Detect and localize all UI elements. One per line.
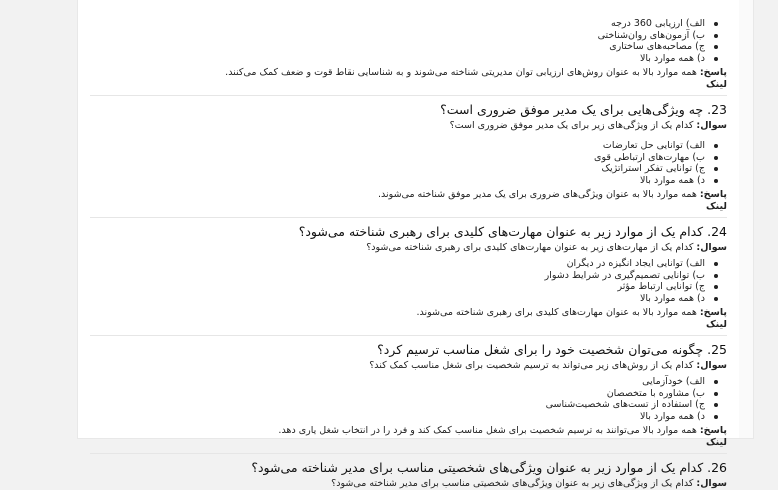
answer-label: پاسخ: xyxy=(699,67,727,78)
question-text: کدام یک از مهارت‌های زیر به عنوان مهارت‌های کلیدی برای رهبری شناخته می‌شود؟ xyxy=(366,242,694,253)
option-item: د) همه موارد بالا xyxy=(90,411,705,423)
question-text: کدام یک از ویژگی‌های زیر برای یک مدیر موفق ضروری است؟ xyxy=(449,120,694,131)
answer-text: همه موارد بالا به عنوان مهارت‌های کلیدی برای رهبری شناخته می‌شوند. xyxy=(416,307,697,318)
question-title: 25. چگونه می‌توان شخصیت خود را برای شغل مناسب ترسیم کرد؟ xyxy=(377,342,727,357)
option-item: الف) توانایی ایجاد انگیزه در دیگران xyxy=(90,258,705,270)
answer-line xyxy=(90,67,727,79)
question-title: 23. چه ویژگی‌هایی برای یک مدیر موفق ضروری است؟ xyxy=(440,102,727,117)
option-list xyxy=(90,140,727,186)
question-line xyxy=(90,242,727,254)
option-item: د) همه موارد بالا xyxy=(90,175,705,187)
question-label: سوال: xyxy=(696,242,727,253)
option-item: د) همه موارد بالا xyxy=(90,53,705,65)
option-item: الف) توانایی حل تعارضات xyxy=(90,140,705,152)
divider xyxy=(90,335,727,336)
divider xyxy=(90,95,727,96)
answer-link[interactable]: لینک xyxy=(705,437,727,448)
question-text: کدام یک از روش‌های زیر می‌تواند به ترسیم شخصیت برای شغل مناسب کمک کند؟ xyxy=(369,360,694,371)
question-line xyxy=(90,478,727,490)
question-label: سوال: xyxy=(696,478,727,489)
answer-label: پاسخ: xyxy=(699,425,727,436)
answer-link[interactable]: لینک xyxy=(705,201,727,212)
answer-line xyxy=(90,425,727,437)
option-item: ج) توانایی تفکر استراتژیک xyxy=(90,163,705,175)
option-list xyxy=(90,18,727,64)
document-page xyxy=(78,0,753,489)
question-line xyxy=(90,120,727,132)
option-item: ج) توانایی ارتباط مؤثر xyxy=(90,281,705,293)
option-item: ب) مهارت‌های ارتباطی قوی xyxy=(90,152,705,164)
question-title: 26. کدام یک از موارد زیر به عنوان ویژگی‌های شخصیتی مناسب برای مدیر شناخته می‌شود؟ xyxy=(251,460,727,475)
option-item: ج) استفاده از تست‌های شخصیت‌شناسی xyxy=(90,399,705,411)
answer-line xyxy=(90,189,727,201)
question-block xyxy=(90,224,727,331)
question-block xyxy=(90,460,727,490)
divider xyxy=(90,217,727,218)
answer-text: همه موارد بالا می‌توانند به ترسیم شخصیت برای شغل مناسب کمک کند و فرد را در انتخاب شغل یاری دهد. xyxy=(278,425,697,436)
question-block xyxy=(90,102,727,213)
question-label: سوال: xyxy=(696,120,727,131)
answer-label: پاسخ: xyxy=(699,307,727,318)
option-item: الف) ارزیابی 360 درجه xyxy=(90,18,705,30)
answer-link[interactable]: لینک xyxy=(705,319,727,330)
divider xyxy=(90,453,727,454)
answer-link[interactable]: لینک xyxy=(705,79,727,90)
question-block xyxy=(90,342,727,449)
option-item: الف) خودآزمایی xyxy=(90,376,705,388)
answer-text: همه موارد بالا به عنوان روش‌های ارزیابی توان مدیریتی شناخته می‌شوند و به شناسایی نقاط قوت و ضعف کمک می‌کنند. xyxy=(225,67,697,78)
question-text: کدام یک از ویژگی‌های زیر به عنوان ویژگی‌های شخصیتی مناسب برای مدیر شناخته می‌شود؟ xyxy=(331,478,694,489)
question-title: 24. کدام یک از موارد زیر به عنوان مهارت‌های کلیدی برای رهبری شناخته می‌شود؟ xyxy=(298,224,727,239)
answer-text: همه موارد بالا به عنوان ویژگی‌های ضروری برای یک مدیر موفق شناخته می‌شوند. xyxy=(378,189,697,200)
option-list xyxy=(90,376,727,422)
answer-line xyxy=(90,307,727,319)
question-label: سوال: xyxy=(696,360,727,371)
option-item: ج) مصاحبه‌های ساختاری xyxy=(90,41,705,53)
option-item: د) همه موارد بالا xyxy=(90,293,705,305)
option-list xyxy=(90,258,727,304)
option-item: ب) توانایی تصمیم‌گیری در شرایط دشوار xyxy=(90,270,705,282)
option-item: ب) مشاوره با متخصصان xyxy=(90,388,705,400)
answer-label: پاسخ: xyxy=(699,189,727,200)
option-item: ب) آزمون‌های روان‌شناختی xyxy=(90,30,705,42)
document-content xyxy=(78,18,753,490)
scrollbar[interactable] xyxy=(739,0,753,438)
question-line xyxy=(90,360,727,372)
